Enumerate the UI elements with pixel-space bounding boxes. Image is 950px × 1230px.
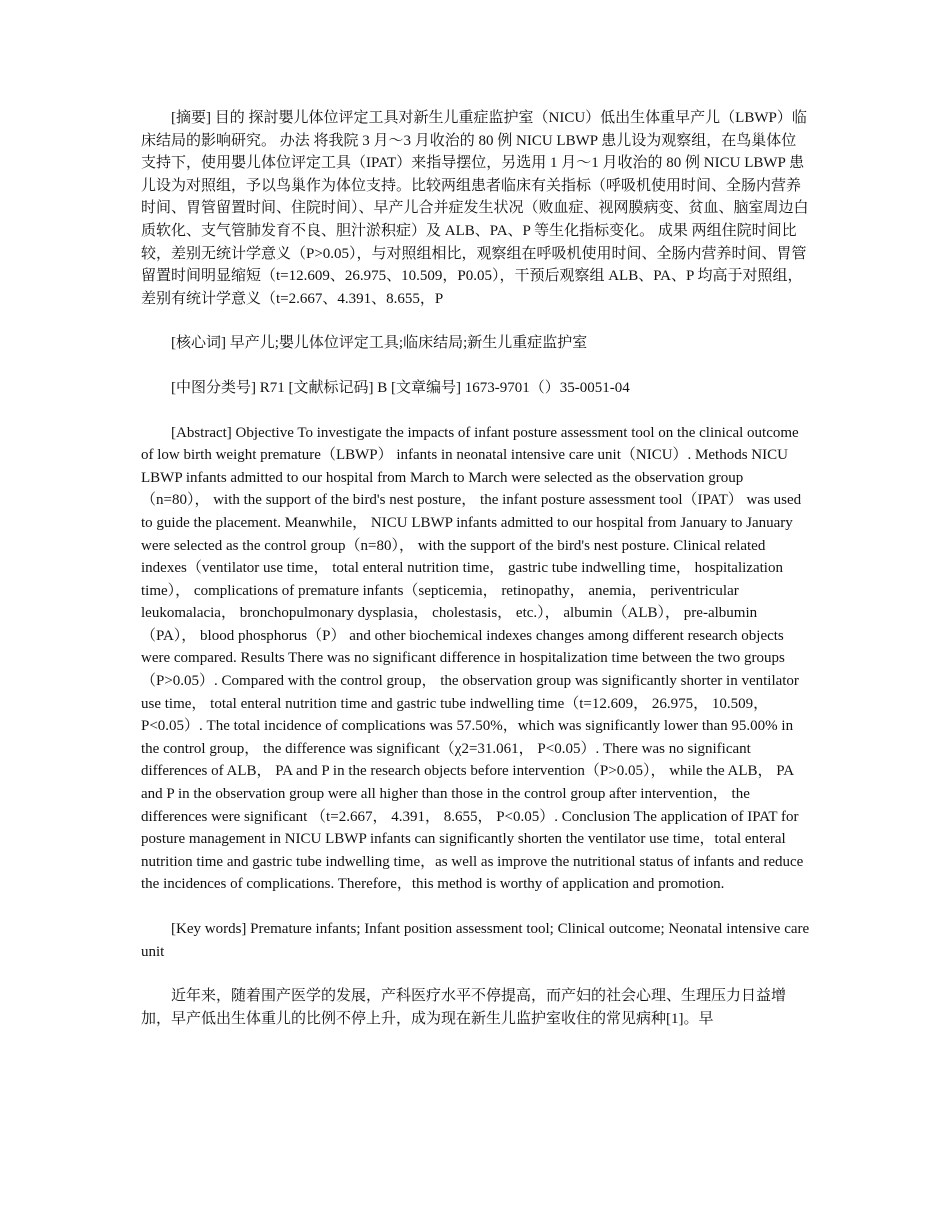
keywords-chinese: [核心词] 早产儿;嬰儿体位评定工具;临床结局;新生儿重症监护室	[171, 335, 588, 352]
abstract-english: [Abstract] Objective To investigate the impacts of infant posture assessment tool on the clinical outcome of low birth weight premature（LBWP） infants in neonatal intensive care unit（NICU）. Methods NICU LBWP infants admitted to our hospital from March to March were selected as the observation group（n=80）， with the support of the bird's nest posture， the infant posture assessment tool（IPAT） was used to guide the placement. Meanwhile， NICU LBWP infants admitted to our hospital from January to January were selected as the control group（n=80）， with the support of the bird's nest posture. Clinical related indexes（ventilator use time， total enteral nutrition time， gastric tube indwelling time， hospitalization time）， complications of premature infants（septicemia， retinopathy， anemia， periventricular leukomalacia， bronchopulmonary dysplasia， cholestasis， etc.）， albumin（ALB）， pre-albumin（PA）， blood phosphorus（P） and other biochemical indexes changes among different research objects were compared. Results There was no significant difference in hospitalization time between the two groups（P>0.05）. Compared with the control group， the observation group was significantly shorter in ventilator use time， total enteral nutrition time and gastric tube indwelling time（t=12.609， 26.975， 10.509， P<0.05）. The total incidence of complications was 57.50%，which was significantly lower than 95.00% in the control group， the difference was significant（χ2=31.061， P<0.05）. There was no significant differences of ALB， PA and P in the research objects before intervention（P>0.05）， while the ALB， PA and P in the observation group were all higher than those in the control group after intervention， the differences were significant （t=2.667， 4.391， 8.655， P<0.05）. Conclusion The application of IPAT for posture management in NICU LBWP infants can significantly shorten the ventilator use time，total enteral nutrition time and gastric tube indwelling time，as well as improve the nutritional status of infants and reduce the incidences of complications. Therefore，this method is worthy of application and promotion.	[141, 424, 804, 893]
keywords-english: [Key words] Premature infants; Infant position assessment tool; Clinical outcome; Neonatal intensive care unit	[141, 921, 810, 960]
body-introduction: 近年来，随着围产医学的发展，产科医疗水平不停提高，而产妇的社会心理、生理压力日益增加，早产低出生体重儿的比例不停上升，成为现在新生儿监护室收住的常见病种[1]。早	[141, 988, 787, 1027]
abstract-chinese: [摘要] 目的 探討嬰儿体位评定工具对新生儿重症监护室（NICU）低出生体重早产儿（LBWP）临床结局的影响研究。 办法 将我院 3 月～3 月收治的 80 例 NICU LBWP 患儿设为观察组，在鸟巢体位支持下，使用嬰儿体位评定工具（IPAT）来指导摆位，另选用 1 月～1 月收治的 80 例 NICU LBWP 患儿设为对照组，予以鸟巢作为体位支持。比较两组患者临床有关指标（呼吸机使用时间、全肠内营养时间、胃管留置时间、住院时间）、早产儿合并症发生状况（败血症、视网膜病变、贫血、脑室周边白质软化、支气管肺发育不良、胆汁淤积症）及 ALB、PA、P 等生化指标变化。 成果 两组住院时间比较，差别无统计学意义（P>0.05），与对照组相比，观察组在呼吸机使用时间、全肠内营养时间、胃管留置时间明显缩短（t=12.609、26.975、10.509，P0.05），干预后观察组 ALB、PA、P 均高于对照组，差别有统计学意义（t=2.667、4.391、8.655，P	[141, 110, 809, 307]
classification-line: [中图分类号] R71 [文献标记码] B [文章编号] 1673-9701（）35-0051-04	[171, 379, 630, 396]
document-page	[141, 107, 811, 1030]
